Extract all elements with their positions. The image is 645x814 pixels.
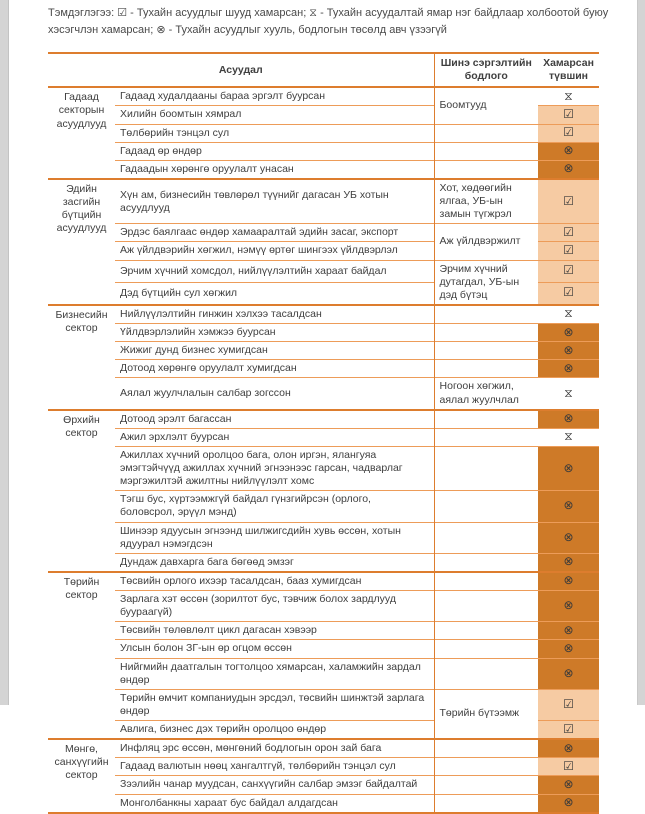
level-cell — [538, 758, 599, 776]
table-row — [48, 591, 599, 622]
policy-cell — [434, 622, 538, 640]
policy-cell: Ногоон хөгжил, аялал жуулчлал — [434, 378, 538, 410]
header-level: Хамарсан түвшин — [538, 53, 599, 87]
table-row — [48, 160, 599, 179]
table-row — [48, 179, 599, 224]
checkbox-checked-icon: ☑ — [563, 721, 574, 736]
issue-cell: Авлига, бизнес дэх төрийн оролцоо өндөр — [115, 721, 434, 740]
policy-cell — [434, 776, 538, 794]
issue-cell: Төлбөрийн тэнцэл сул — [115, 124, 434, 142]
header-issue: Асуудал — [48, 53, 434, 87]
policy-cell — [434, 446, 538, 490]
circled-cross-icon: ⊗ — [563, 740, 574, 755]
issue-cell: Гадаадын хөрөнгө оруулалт унасан — [115, 160, 434, 179]
hourglass-icon: ⧖ — [564, 306, 573, 321]
issue-cell: Гадаад өр өндөр — [115, 142, 434, 160]
policy-cell — [434, 739, 538, 758]
policy-cell — [434, 572, 538, 591]
issue-cell: Аж үйлдвэрийн хөгжил, нэмүү өртөг шингээх үйлдвэрлэл — [115, 242, 434, 260]
issue-cell: Зарлага хэт өссөн (зорилтот бус, тэвчиж болох зардлууд буураагүй) — [115, 591, 434, 622]
policy-cell — [434, 360, 538, 378]
table-row — [48, 260, 599, 282]
policy-cell — [434, 124, 538, 142]
level-cell — [538, 324, 599, 342]
level-cell — [538, 305, 599, 324]
issue-cell: Үйлдвэрлэлийн хэмжээ буурсан — [115, 324, 434, 342]
table-row — [48, 142, 599, 160]
circled-cross-icon: ⊗ — [563, 342, 574, 357]
level-cell — [538, 160, 599, 179]
checkbox-checked-icon: ☑ — [563, 696, 574, 711]
circled-cross-icon: ⊗ — [563, 554, 574, 569]
issue-cell: Хилийн боомтын хямрал — [115, 106, 434, 124]
table-row — [48, 658, 599, 689]
circled-cross-icon: ⊗ — [563, 665, 574, 680]
checkbox-checked-icon: ☑ — [563, 224, 574, 239]
circled-cross-icon: ⊗ — [563, 143, 574, 158]
table-row — [48, 410, 599, 429]
table-row — [48, 324, 599, 342]
checkbox-checked-icon: ☑ — [563, 285, 574, 300]
policy-cell — [434, 640, 538, 658]
policy-cell: Хот, хөдөөгийн ялгаа, УБ-ын замын түгжрэл — [434, 179, 538, 224]
table-row — [48, 87, 599, 106]
table-row — [48, 305, 599, 324]
table-row — [48, 640, 599, 658]
table-row — [48, 491, 599, 522]
circled-cross-icon: ⊗ — [563, 161, 574, 176]
hourglass-icon: ⧖ — [564, 429, 573, 444]
policy-cell — [434, 324, 538, 342]
table-row — [48, 360, 599, 378]
level-cell — [538, 721, 599, 740]
circled-cross-icon: ⊗ — [563, 573, 574, 588]
level-cell — [538, 522, 599, 553]
issue-cell: Төсвийн орлого ихээр тасалдсан, бааз хумигдсан — [115, 572, 434, 591]
level-cell — [538, 106, 599, 124]
level-cell — [538, 776, 599, 794]
issue-cell: Аялал жуулчлалын салбар зогссон — [115, 378, 434, 410]
issue-cell: Гадаад валютын нөөц хангалтгүй, төлбөрийн тэнцэл сул — [115, 758, 434, 776]
policy-cell — [434, 142, 538, 160]
level-cell — [538, 142, 599, 160]
policy-cell — [434, 658, 538, 689]
sector-cell: Бизнесийн сектор — [48, 305, 115, 410]
issue-cell: Нийлүүлэлтийн гинжин хэлхээ тасалдсан — [115, 305, 434, 324]
issue-cell: Инфляц эрс өссөн, мөнгөний бодлогын орон зай бага — [115, 739, 434, 758]
page-edge-right — [637, 0, 645, 705]
circled-cross-icon: ⊗ — [563, 460, 574, 475]
table-row — [48, 776, 599, 794]
checkbox-checked-icon: ☑ — [563, 758, 574, 773]
level-cell — [538, 658, 599, 689]
issue-cell: Нийгмийн даатгалын тогтолцоо хямарсан, халамжийн зардал өндөр — [115, 658, 434, 689]
level-cell — [538, 410, 599, 429]
checkbox-checked-icon: ☑ — [563, 125, 574, 140]
policy-cell: Эрчим хүчний дутагдал, УБ-ын дэд бүтэц — [434, 260, 538, 305]
table-row — [48, 124, 599, 142]
issue-cell: Эрдэс баялгаас өндөр хамааралтай эдийн засаг, экспорт — [115, 224, 434, 242]
table-row — [48, 522, 599, 553]
circled-cross-icon: ⊗ — [563, 640, 574, 655]
policy-cell — [434, 522, 538, 553]
policy-cell: Боомтууд — [434, 87, 538, 124]
policy-cell: Аж үйлдвэржилт — [434, 224, 538, 260]
level-cell — [538, 87, 599, 106]
level-cell — [538, 553, 599, 572]
issue-cell: Дундаж давхарга бага бөгөөд эмзэг — [115, 553, 434, 572]
policy-cell: Төрийн бүтээмж — [434, 689, 538, 739]
issue-cell: Монголбанкны хараат бус байдал алдагдсан — [115, 794, 434, 813]
level-cell — [538, 428, 599, 446]
sector-cell: Мөнгө, санхүүгийн сектор — [48, 739, 115, 813]
table-row — [48, 739, 599, 758]
sector-cell: Гадаад секторын асуудлууд — [56, 91, 107, 130]
table-row — [48, 572, 599, 591]
level-cell — [538, 491, 599, 522]
hourglass-icon: ⧖ — [564, 385, 573, 400]
circled-cross-icon: ⊗ — [563, 776, 574, 791]
policy-cell — [434, 428, 538, 446]
circled-cross-icon: ⊗ — [563, 622, 574, 637]
level-cell — [538, 640, 599, 658]
hourglass-icon: ⧖ — [564, 88, 573, 103]
issue-cell: Ажиллах хүчний оролцоо бага, олон иргэн, ялангуяа эмэгтэйчүүд ажиллах хүчний эгнээнээс гарсан, чадварлаг мэргэжилтэй ажилтны нийлүүлэлт хомс — [115, 446, 434, 490]
level-cell — [538, 260, 599, 282]
checkbox-checked-icon: ☑ — [563, 193, 574, 208]
issue-cell: Шинээр ядуусын эгнээнд шилжигсдийн хувь өссөн, хотын ядуурал нэмэгдсэн — [115, 522, 434, 553]
circled-cross-icon: ⊗ — [563, 360, 574, 375]
page-edge-left — [0, 0, 9, 705]
level-cell — [538, 446, 599, 490]
table-row — [48, 553, 599, 572]
circled-cross-icon: ⊗ — [563, 598, 574, 613]
table-body — [48, 87, 599, 812]
table-row — [48, 342, 599, 360]
circled-cross-icon: ⊗ — [563, 795, 574, 810]
issue-cell: Жижиг дунд бизнес хумигдсан — [115, 342, 434, 360]
legend-text: Тэмдэглэгээ: ☑ - Тухайн асуудлыг шууд хамарсан; ⧖ - Тухайн асуудалтай ямар нэг байдлаар холбоотой буюу хэсэгчлэн хамарсан; ⊗ - Тухайн асуудлыг хууль, бодлогын төсөлд авч үзээгүй — [48, 7, 609, 37]
issue-cell: Төрийн өмчит компаниудын эрсдэл, төсвийн шинжтэй зарлага өндөр — [115, 689, 434, 720]
level-cell — [538, 794, 599, 813]
level-cell — [538, 179, 599, 224]
policy-cell — [434, 758, 538, 776]
table-row — [48, 446, 599, 490]
policy-cell — [434, 160, 538, 179]
circled-cross-icon: ⊗ — [563, 411, 574, 426]
issues-table — [48, 52, 599, 814]
sector-cell: Төрийн сектор — [48, 572, 115, 739]
issue-cell: Тэгш бус, хүртээмжгүй байдал гүнзгийрсэн (орлого, боловсрол, эрүүл мэнд) — [115, 491, 434, 522]
table-row — [48, 758, 599, 776]
policy-cell — [434, 491, 538, 522]
circled-cross-icon: ⊗ — [563, 324, 574, 339]
issue-cell: Улсын болон ЗГ-ын өр огцом өссөн — [115, 640, 434, 658]
sector-cell: Эдийн засгийн бүтцийн асуудлууд — [48, 179, 115, 305]
issue-cell: Хүн ам, бизнесийн төвлөрөл түүнийг дагасан УБ хотын асуудлууд — [115, 179, 434, 224]
table-row — [48, 622, 599, 640]
circled-cross-icon: ⊗ — [563, 498, 574, 513]
checkbox-checked-icon: ☑ — [563, 106, 574, 121]
level-cell — [538, 572, 599, 591]
checkbox-checked-icon: ☑ — [563, 242, 574, 257]
issue-cell: Дотоод хөрөнгө оруулалт хумигдсан — [115, 360, 434, 378]
policy-cell — [434, 553, 538, 572]
policy-cell — [434, 591, 538, 622]
table-row — [48, 428, 599, 446]
issue-cell: Эрчим хүчний хомсдол, нийлүүлэлтийн хараат байдал — [115, 260, 434, 282]
issue-cell: Зээлийн чанар муудсан, санхүүгийн салбар эмзэг байдалтай — [115, 776, 434, 794]
level-cell — [538, 622, 599, 640]
sector-cell: Өрхийн сектор — [48, 410, 115, 572]
table-header — [48, 53, 599, 87]
table-row — [48, 794, 599, 813]
level-cell — [538, 242, 599, 260]
issue-cell: Гадаад худалдааны бараа эргэлт буурсан — [120, 90, 326, 103]
issue-cell: Ажил эрхлэлт буурсан — [115, 428, 434, 446]
level-cell — [538, 739, 599, 758]
level-cell — [538, 282, 599, 305]
checkbox-checked-icon: ☑ — [563, 263, 574, 278]
table-row — [48, 378, 599, 410]
level-cell — [538, 224, 599, 242]
document-page — [48, 5, 626, 814]
level-cell — [538, 591, 599, 622]
level-cell — [538, 360, 599, 378]
header-policy: Шинэ сэргэлтийн бодлого — [434, 53, 538, 87]
policy-cell — [434, 305, 538, 324]
table-row — [48, 224, 599, 242]
level-cell — [538, 378, 599, 410]
level-cell — [538, 124, 599, 142]
issue-cell: Дотоод эрэлт багассан — [115, 410, 434, 429]
policy-cell — [434, 342, 538, 360]
level-cell — [538, 342, 599, 360]
issue-cell: Дэд бүтцийн сул хөгжил — [115, 282, 434, 305]
circled-cross-icon: ⊗ — [563, 529, 574, 544]
issue-cell: Төсвийн төлөвлөлт цикл дагасан хэвээр — [115, 622, 434, 640]
policy-cell — [434, 794, 538, 813]
policy-cell — [434, 410, 538, 429]
